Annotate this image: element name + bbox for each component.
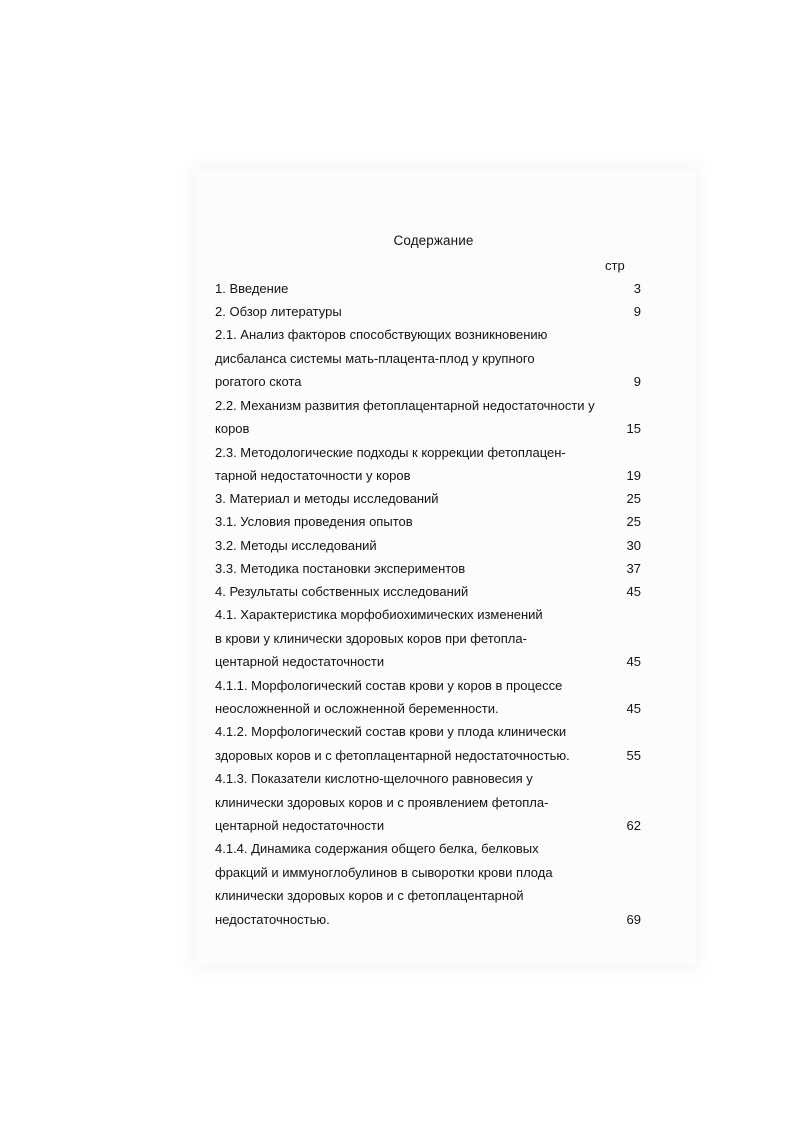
toc-line — [215, 278, 645, 300]
toc-line-text: 4.1. Характеристика морфобиохимических изменений — [215, 607, 543, 622]
toc-line — [215, 838, 645, 860]
toc-line-text: клинически здоровых коров и с проявлением фетопла- — [215, 795, 549, 810]
toc-line-text: 2.2. Механизм развития фетоплацентарной недостаточности у — [215, 398, 595, 413]
toc-line-text: в крови у клинически здоровых коров при фетопла- — [215, 631, 527, 646]
toc-page-number: 3 — [633, 281, 641, 296]
toc-line-text: недостаточностью. — [215, 912, 330, 927]
toc-line — [215, 792, 645, 814]
toc-line-text: коров — [215, 421, 250, 436]
toc-line — [215, 885, 645, 907]
toc-line — [215, 581, 645, 603]
toc-page-number: 45 — [626, 654, 641, 669]
toc-line — [215, 698, 645, 720]
toc-page-number: 25 — [626, 514, 641, 529]
toc-line-text: 2.3. Методологические подходы к коррекции фетоплацен- — [215, 445, 566, 460]
toc-line-text: 4. Результаты собственных исследований — [215, 584, 469, 599]
toc-line — [215, 628, 645, 650]
toc-line-text: 4.1.1. Морфологический состав крови у коров в процессе — [215, 678, 563, 693]
toc-line-text: 3.3. Методика постановки экспериментов — [215, 561, 466, 576]
title-text: Содержание — [393, 233, 474, 248]
toc-page-number: 37 — [626, 561, 641, 576]
toc-line — [215, 301, 645, 323]
toc-page-number: 19 — [626, 468, 641, 483]
toc-page-number: 62 — [626, 818, 641, 833]
toc-line-text: 3.1. Условия проведения опытов — [215, 514, 413, 529]
toc-page-number: 45 — [626, 584, 641, 599]
toc-line-text: центарной недостаточности — [215, 818, 385, 833]
page-column-header: стр — [605, 258, 625, 273]
toc-line — [215, 862, 645, 884]
toc-page-number: 9 — [633, 304, 641, 319]
toc-line — [215, 721, 645, 743]
toc-line — [215, 909, 645, 931]
toc-line — [215, 535, 645, 557]
toc-line-text: центарной недостаточности — [215, 654, 385, 669]
toc-line-text: здоровых коров и с фетоплацентарной недостаточностью. — [215, 748, 570, 763]
toc-line — [215, 488, 645, 510]
toc-line — [215, 324, 645, 346]
toc-page-number: 9 — [633, 374, 641, 389]
toc-line-text: 2. Обзор литературы — [215, 304, 342, 319]
toc-page-number: 55 — [626, 748, 641, 763]
toc-page-number: 25 — [626, 491, 641, 506]
toc-line-text: фракций и иммуноглобулинов в сыворотки крови плода — [215, 865, 553, 880]
toc-line — [215, 675, 645, 697]
toc-line-text: 3.2. Методы исследований — [215, 538, 377, 553]
toc-line — [215, 558, 645, 580]
toc-line-text: клинически здоровых коров и с фетоплацентарной — [215, 888, 524, 903]
toc-line-text: неосложненной и осложненной беременности. — [215, 701, 499, 716]
toc-line — [215, 745, 645, 767]
toc-line — [215, 651, 645, 673]
toc-line-text: 2.1. Анализ факторов способствующих возникновению — [215, 327, 548, 342]
toc-line — [215, 371, 645, 393]
toc-line — [215, 348, 645, 370]
toc-page-number: 15 — [626, 421, 641, 436]
toc-line-text: 4.1.3. Показатели кислотно-щелочного равновесия у — [215, 771, 533, 786]
toc-line — [215, 815, 645, 837]
toc-line — [215, 418, 645, 440]
toc-line-text: 3. Материал и методы исследований — [215, 491, 439, 506]
toc-line-text: 4.1.4. Динамика содержания общего белка, белковых — [215, 841, 539, 856]
toc-line-text: дисбаланса системы мать-плацента-плод у крупного — [215, 351, 535, 366]
toc-page-number: 30 — [626, 538, 641, 553]
toc-line-text: 1. Введение — [215, 281, 289, 296]
toc-line — [215, 395, 645, 417]
toc-line-text: 4.1.2. Морфологический состав крови у плода клинически — [215, 724, 567, 739]
toc-line — [215, 604, 645, 626]
toc-line — [215, 442, 645, 464]
toc-page-number: 69 — [626, 912, 641, 927]
toc-line — [215, 511, 645, 533]
toc-line — [215, 768, 645, 790]
toc-page-number: 45 — [626, 701, 641, 716]
toc-line-text: рогатого скота — [215, 374, 302, 389]
page-title — [0, 233, 795, 248]
toc-line-text: тарной недостаточности у коров — [215, 468, 411, 483]
toc-line — [215, 465, 645, 487]
